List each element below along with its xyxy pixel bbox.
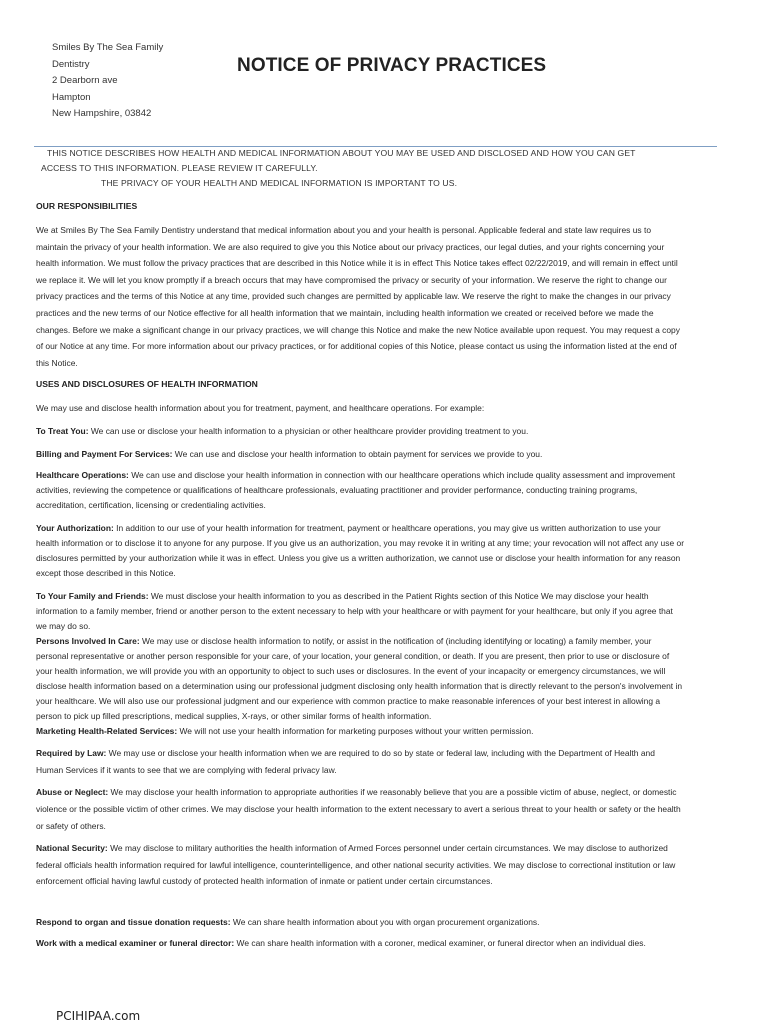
care-label: Persons Involved In Care: [36, 636, 140, 647]
document-title: NOTICE OF PRIVACY PRACTICES [237, 55, 547, 76]
responsibilities-paragraph: We at Smiles By The Sea Family Dentistry understand that medical information about you and your health is personal. Applicable federal and state law requires us to maintain the privacy of your health information. We are also required to give you this Notice about our privacy practices, our legal duties, and your rights concerning your health information. We must follow the privacy practices that are described in this Notice while it is in effect This Notice takes effect 02/22/2019, and will remain in effect until we replace it. We will let you know promptly if a breach occurs that may have compromised the privacy or security of your information. We reserve the right to change our privacy practices and the terms of this Notice at any time, provided such changes are permitted by applicable law. We reserve the right to make the changes in our privacy practices and the new terms of our Notice effective for all health information that we maintain, including health information we created or received before we made the changes. Before we make a significant change in our privacy practices, we will change this Notice and make the new Notice available upon request. You may request a copy of our Notice at any time. For more information about our privacy practices, or for additional copies of this Notice, please contact us using the information listed at the end of this Notice. [36, 225, 680, 368]
billing-label: Billing and Payment For Services: [36, 448, 173, 459]
practice-address [52, 40, 163, 123]
practice-city: Hampton [52, 91, 91, 103]
notice-line-2: ACCESS TO THIS INFORMATION. PLEASE REVIEW IT CAREFULLY. [41, 163, 318, 173]
footer-watermark: PCIHIPAA.com [56, 1009, 141, 1023]
practice-name-line2: Dentistry [52, 58, 90, 70]
marketing-label: Marketing Health-Related Services: [36, 726, 178, 737]
family-label: To Your Family and Friends: [36, 591, 149, 602]
care-paragraph [36, 634, 684, 724]
section-heading-responsibilities: OUR RESPONSIBILITIES [36, 201, 138, 211]
treat-paragraph [36, 423, 684, 440]
organ-label: Respond to organ and tissue donation requests: [36, 916, 231, 927]
marketing-text: We will not use your health information for marketing purposes without your written permission. [177, 726, 534, 737]
examiner-label: Work with a medical examiner or funeral director: [36, 938, 235, 949]
examiner-text: We can share health information with a coroner, medical examiner, or funeral director when an individual dies. [234, 938, 646, 949]
treat-label: To Treat You: [36, 425, 89, 436]
care-text: We may use or disclose health information to notify, or assist in the notification of (including identifying or locating) a family member, your personal representative or another person responsible for your care, of your location, your general condition, or death. If you are present, then prior to use or disclosure of your health information, we will provide you with an opportunity to object to such uses or disclosures. In the event of your incapacity or emergency circumstances, we will disclose health information based on a determination using our professional judgment disclosing only health information that is directly relevant to the person's involvement in your healthcare. We will also use our professional judgment and our experience with common practice to make reasonable inferences of your best interest in allowing a person to pick up filled prescriptions, medical supplies, X-rays, or other similar forms of health information. [36, 636, 683, 722]
family-text: We must disclose your health information to you as described in the Patient Rights section of this Notice We may disclose your health information to a family member, friend or another person to the extent necessary to help with your healthcare or with payment for your healthcare, but only if you agree that we may do so. [36, 591, 673, 632]
abuse-paragraph [36, 784, 684, 834]
abuse-label: Abuse or Neglect: [36, 787, 109, 798]
notice-line-1: THIS NOTICE DESCRIBES HOW HEALTH AND MEDICAL INFORMATION ABOUT YOU MAY BE USED AND DISCLOSED AND HOW YOU CAN GET [47, 148, 636, 158]
authorization-text: In addition to our use of your health information for treatment, payment or healthcare operations, you may give us written authorization to use your health information or to disclose it to anyone for any purpose. If you give us an authorization, you may revoke it in writing at any time; your revocation will not affect any use or disclosures permitted by your authorization while it was in effect. Unless you give us a written authorization, we cannot use or disclose your health information for any reason except those described in this Notice. [36, 523, 684, 579]
authorization-paragraph [36, 521, 684, 581]
law-paragraph [36, 745, 684, 778]
billing-paragraph [36, 446, 684, 463]
examiner-paragraph [36, 936, 684, 951]
operations-paragraph [36, 468, 684, 513]
practice-state-zip: New Hampshire, 03842 [52, 108, 152, 119]
law-text: We may use or disclose your health information when we are required to do so by state or federal law, including with the Department of Health and Human Services if it wants to see that we are complying with federal privacy law. [36, 748, 655, 775]
security-paragraph [36, 840, 684, 890]
title-divider [34, 146, 717, 147]
operations-text: We can use and disclose your health information in connection with our healthcare operations which include quality assessment and improvement activities, reviewing the competence or qualifications of healthcare professionals, evaluating practitioner and provider performance, conducting training programs, accreditation, certification, licensing or credentialing activities. [36, 470, 676, 511]
authorization-label: Your Authorization: [36, 523, 114, 534]
security-text: We may disclose to military authorities the health information of Armed Forces personnel under certain circumstances. We may disclose to authorized federal officials health information required for lawful intelligence, counterintelligence, and other national security activities. We may disclose to correctional institution or law enforcement official having lawful custody of protected health information of inmate or patient under certain circumstances. [36, 843, 676, 887]
practice-name-line1: Smiles By The Sea Family [52, 42, 164, 53]
billing-text: We can use and disclose your health information to obtain payment for services we provide to you. [172, 448, 543, 459]
document-body [36, 199, 684, 951]
notice-line-3: THE PRIVACY OF YOUR HEALTH AND MEDICAL INFORMATION IS IMPORTANT TO US. [101, 178, 458, 188]
organ-text: We can share health information about you with organ procurement organizations. [230, 916, 540, 927]
section-heading-uses: USES AND DISCLOSURES OF HEALTH INFORMATION [36, 379, 258, 390]
uses-intro: We may use and disclose health information about you for treatment, payment, and healthcare operations. For example: [36, 403, 485, 414]
security-label: National Security: [36, 843, 108, 854]
treat-text: We can use or disclose your health information to a physician or other healthcare provider providing treatment to you. [88, 425, 529, 436]
marketing-paragraph [36, 724, 684, 739]
operations-label: Healthcare Operations: [36, 470, 129, 481]
family-paragraph [36, 589, 684, 634]
practice-street: 2 Dearborn ave [52, 75, 118, 86]
law-label: Required by Law: [36, 748, 107, 759]
abuse-text: We may disclose your health information to appropriate authorities if we reasonably believe that you are a possible victim of abuse, neglect, or domestic violence or the possible victim of other crimes. We may disclose your health information to the extent necessary to avert a serious threat to your health or safety or the health or safety of others. [36, 787, 681, 831]
organ-paragraph [36, 914, 684, 931]
